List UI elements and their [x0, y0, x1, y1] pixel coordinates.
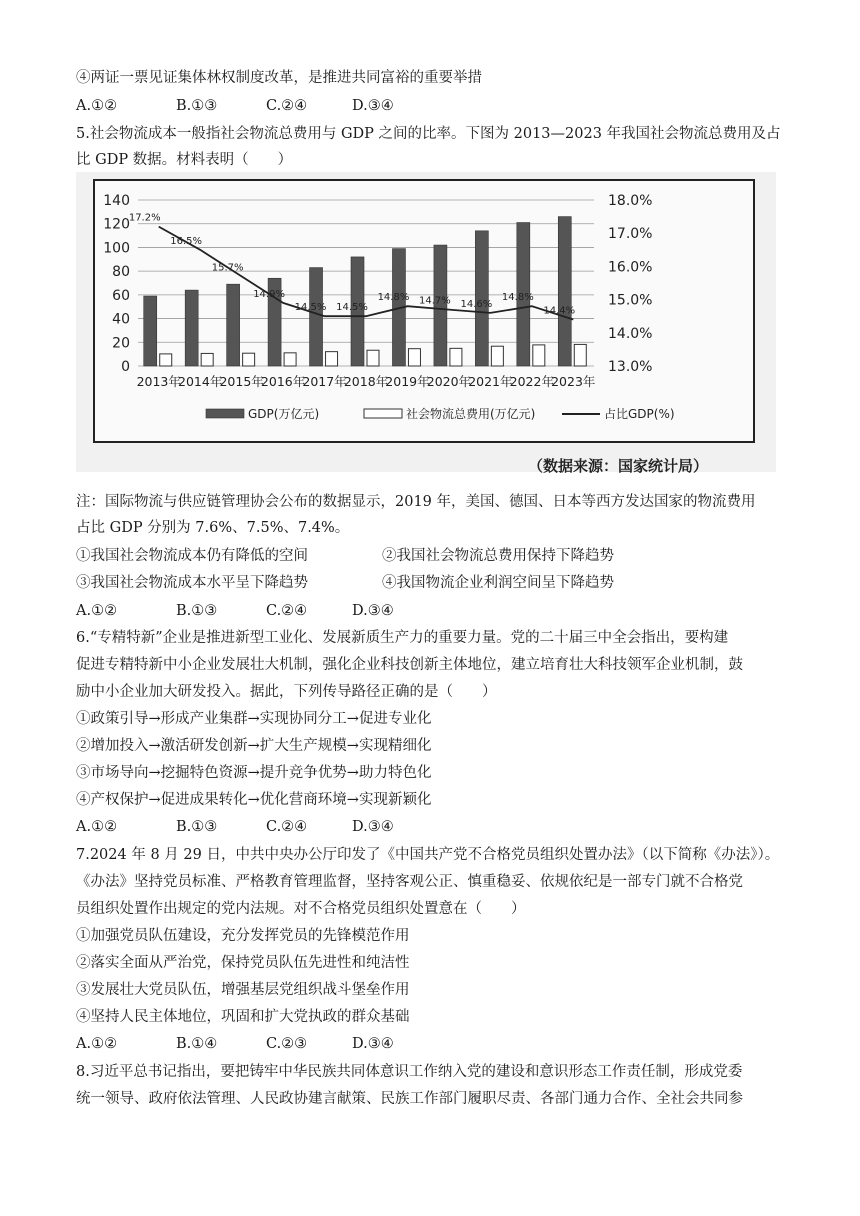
q6-option-a: A.①②	[76, 819, 118, 835]
q5-option-d: D.③④	[352, 603, 394, 619]
q4-item-4: ④两证一票见证集体林权制度改革，是推进共同富裕的重要举措	[76, 70, 482, 86]
q8-stem-line-1: 8.习近平总书记指出，要把铸牢中华民族共同体意识工作纳入党的建设和意识形态工作责任制，形成党委	[76, 1064, 743, 1080]
q7-item-4: ④坚持人民主体地位，巩固和扩大党执政的群众基础	[76, 1009, 410, 1025]
logistics-bar	[408, 349, 420, 366]
q6-option-b: B.①③	[176, 819, 218, 835]
x-tick-label: 2016年	[260, 374, 306, 389]
q5-stem-line-1: 5.社会物流成本一般指社会物流总费用与 GDP 之间的比率。下图为 2013—2023 年我国社会物流总费用及占	[76, 126, 781, 142]
right-tick-label: 18.0%	[608, 193, 653, 209]
x-tick-label: 2018年	[343, 374, 389, 389]
share-data-label: 17.2%	[128, 212, 161, 224]
right-tick-label: 14.0%	[608, 325, 653, 342]
q6-stem-line-3: 励中小企业加大研发投入。据此，下列传导路径正确的是（ ）	[76, 684, 497, 700]
left-tick-label: 120	[103, 216, 130, 233]
logistics-bar	[284, 353, 296, 366]
left-tick-label: 80	[112, 264, 130, 281]
share-data-label: 14.8%	[501, 292, 534, 304]
q7-option-a: A.①②	[76, 1036, 118, 1052]
q7-stem-line-2: 《办法》坚持党员标准、严格教育管理监督，坚持客观公正、慎重稳妥、依规依纪是一部专门就不合格党	[76, 874, 743, 890]
legend-label-logistics: 社会物流总费用(万亿元)	[406, 407, 536, 421]
x-tick-label: 2023年	[551, 374, 596, 389]
q6-item-4: ④产权保护→促进成果转化→优化营商环境→实现新颖化	[76, 792, 432, 808]
q5-note-line-1: 注：国际物流与供应链管理协会公布的数据显示，2019 年，美国、德国、日本等西方发达国家的物流费用	[76, 494, 756, 510]
right-tick-label: 16.0%	[608, 259, 653, 276]
q5-item-4: ④我国物流企业利润空间呈下降趋势	[382, 575, 614, 591]
right-tick-label: 15.0%	[608, 292, 653, 309]
legend-label-gdp: GDP(万亿元)	[248, 407, 320, 421]
x-tick-label: 2021年	[468, 374, 513, 389]
q7-option-d: D.③④	[352, 1036, 394, 1052]
q6-item-1: ①政策引导→形成产业集群→实现协同分工→促进专业化	[76, 711, 432, 727]
left-tick-label: 0	[121, 359, 130, 375]
gdp-bar	[310, 268, 323, 366]
q6-option-c: C.②④	[266, 819, 308, 835]
legend-swatch-gdp	[206, 409, 244, 418]
logistics-bar	[574, 344, 586, 366]
left-tick-label: 20	[112, 335, 130, 352]
share-data-label: 16.5%	[170, 235, 203, 247]
q6-item-2: ②增加投入→激活研发创新→扩大生产规模→实现精细化	[76, 738, 432, 754]
share-data-label: 14.5%	[294, 302, 327, 314]
q7-stem-line-3: 员组织处置作出规定的党内法规。对不合格党员组织处置意在（ ）	[76, 901, 526, 917]
x-tick-label: 2019年	[385, 374, 430, 389]
q7-stem-line-1: 7.2024 年 8 月 29 日，中共中央办公厅印发了《中国共产党不合格党员组织处置办法》（以下简称《办法》）。	[76, 847, 780, 863]
left-tick-label: 100	[103, 240, 130, 257]
share-data-label: 14.7%	[419, 295, 451, 307]
left-tick-label: 40	[112, 311, 130, 328]
left-tick-label: 60	[112, 287, 130, 304]
share-data-label: 14.5%	[336, 302, 368, 314]
q5-note-line-2: 占比 GDP 分别为 7.6%、7.5%、7.4%。	[76, 520, 350, 536]
q7-item-3: ③发展壮大党员队伍，增强基层党组织战斗堡垒作用	[76, 982, 410, 998]
logistics-bar	[367, 350, 379, 366]
gdp-bar	[144, 296, 157, 366]
q7-option-c: C.②③	[266, 1036, 308, 1052]
gdp-bar	[227, 284, 240, 366]
x-tick-label: 2015年	[219, 374, 264, 389]
x-tick-label: 2013年	[136, 374, 181, 389]
q6-stem-line-1: 6.“专精特新”企业是推进新型工业化、发展新质生产力的重要力量。党的二十届三中全会指出，要构建	[76, 630, 729, 646]
share-data-label: 14.9%	[253, 288, 285, 300]
q4-option-b: B.①③	[176, 98, 218, 114]
logistics-bar	[243, 353, 255, 366]
q4-option-a: A.①②	[76, 98, 118, 114]
q7-item-1: ①加强党员队伍建设，充分发挥党员的先锋模范作用	[76, 928, 410, 944]
chart-source: （数据来源：国家统计局）	[528, 457, 709, 475]
share-data-label: 14.6%	[460, 298, 493, 310]
q5-stem-line-2: 比 GDP 数据。材料表明（ ）	[76, 152, 293, 168]
legend-swatch-logistics	[364, 409, 402, 418]
x-tick-label: 2017年	[302, 374, 347, 389]
q5-item-2: ②我国社会物流总费用保持下降趋势	[382, 548, 614, 564]
x-tick-label: 2020年	[426, 374, 472, 389]
right-tick-label: 13.0%	[608, 359, 653, 375]
gdp-bar	[558, 217, 571, 366]
q5-item-3: ③我国社会物流成本水平呈下降趋势	[76, 575, 308, 591]
q6-item-3: ③市场导向→挖掘特色资源→提升竞争优势→助力特色化	[76, 765, 432, 781]
legend-label-share: 占比GDP(%)	[604, 407, 675, 421]
q7-item-2: ②落实全面从严治党，保持党员队伍先进性和纯洁性	[76, 955, 410, 971]
x-tick-label: 2022年	[509, 374, 554, 389]
q5-item-1: ①我国社会物流成本仍有降低的空间	[76, 548, 308, 564]
logistics-bar	[201, 353, 213, 366]
q8-stem-line-2: 统一领导、政府依法管理、人民政协建言献策、民族工作部门履职尽责、各部门通力合作、全社会共同参	[76, 1091, 743, 1107]
q5-chart-photo	[76, 172, 776, 472]
x-tick-label: 2014年	[178, 374, 223, 389]
logistics-bar	[326, 352, 338, 366]
logistics-bar	[533, 345, 545, 366]
share-data-label: 14.8%	[377, 292, 410, 304]
gdp-bar	[185, 290, 198, 366]
q7-option-b: B.①④	[176, 1036, 218, 1052]
logistics-bar	[491, 346, 503, 366]
share-data-label: 14.4%	[543, 305, 576, 317]
right-tick-label: 17.0%	[608, 226, 653, 243]
q5-option-b: B.①③	[176, 603, 218, 619]
left-tick-label: 140	[103, 193, 130, 209]
q6-option-d: D.③④	[352, 819, 394, 835]
q6-stem-line-2: 促进专精特新中小企业发展壮大机制，强化企业科技创新主体地位，建立培育壮大科技领军企业机制，鼓	[76, 657, 743, 673]
q4-option-d: D.③④	[352, 98, 394, 114]
share-data-label: 15.7%	[211, 262, 244, 274]
q4-option-c: C.②④	[266, 98, 308, 114]
q5-option-c: C.②④	[266, 603, 308, 619]
q5-chart	[76, 172, 776, 472]
logistics-bar	[160, 354, 172, 366]
logistics-bar	[450, 348, 462, 366]
q5-option-a: A.①②	[76, 603, 118, 619]
